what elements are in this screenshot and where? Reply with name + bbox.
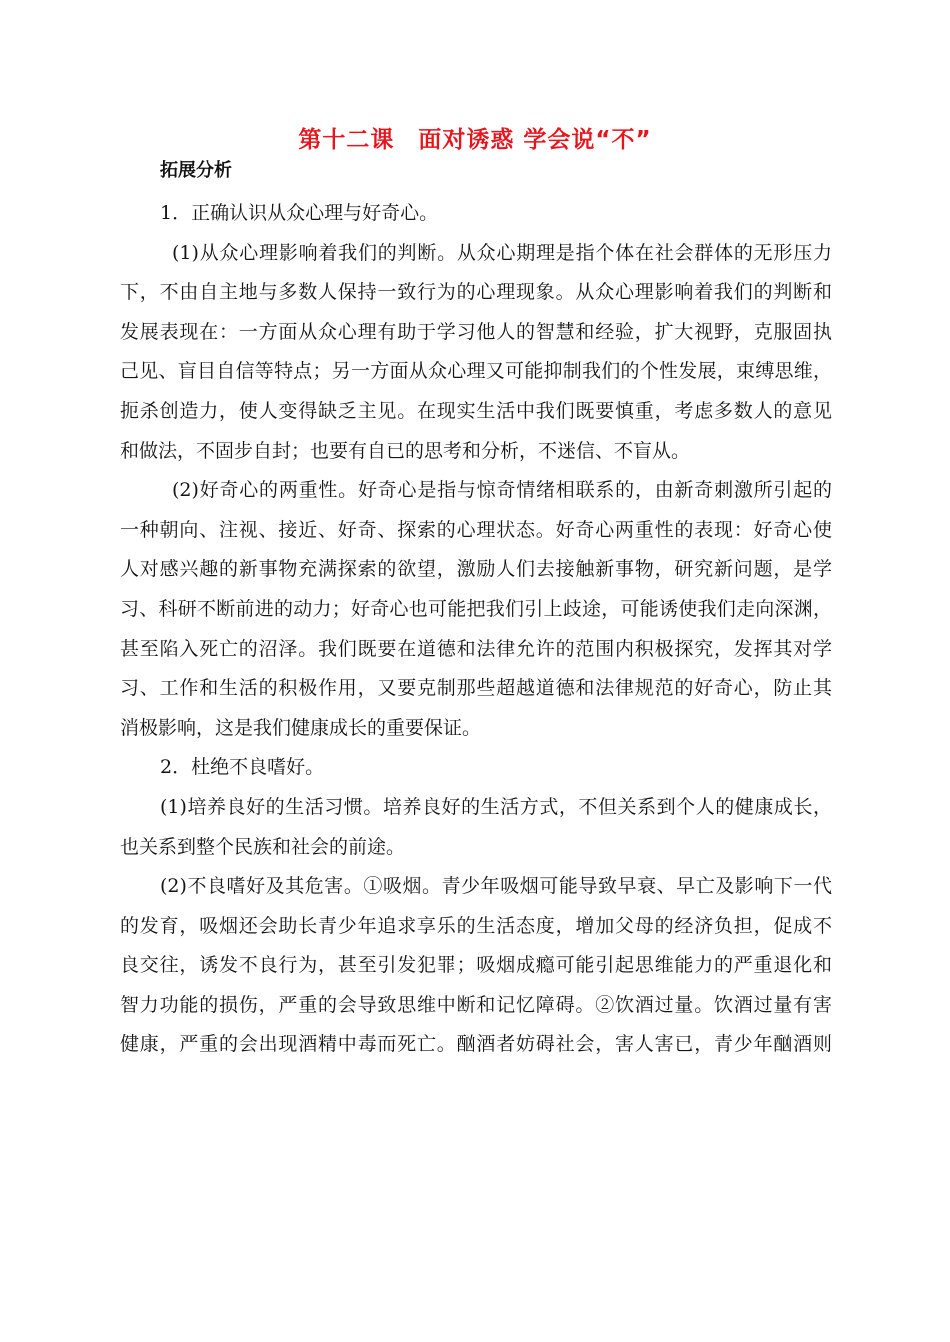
heading-item-1: 1．正确认识从众心理与好奇心。 [160, 202, 439, 224]
paragraph-line: 己见、盲目自信等特点；另一方面从众心理又可能抑制我们的个性发展，束缚思维， [120, 360, 832, 383]
section-heading: 拓展分析 [160, 160, 232, 181]
paragraph-line: 智力功能的损伤，严重的会导致思维中断和记忆障碍。②饮酒过量。饮酒过量有害 [120, 993, 832, 1016]
body-text [120, 194, 832, 1065]
paragraph-line: 扼杀创造力，使人变得缺乏主见。在现实生活中我们既要慎重，考虑多数人的意见 [120, 399, 832, 422]
paragraph-line: (1)培养良好的生活习惯。培养良好的生活方式，不但关系到个人的健康成长， [160, 795, 832, 818]
paragraph-line: (2)不良嗜好及其危害。①吸烟。青少年吸烟可能导致早衰、早亡及影响下一代 [160, 875, 832, 898]
paragraph-line: (1)从众心理影响着我们的判断。从众心期理是指个体在社会群体的无形压力 [172, 241, 832, 264]
paragraph-line: 下，不由自主地与多数人保持一致行为的心理现象。从众心理影响着我们的判断和 [120, 281, 832, 304]
page-title: 第十二课 面对诱惑 学会说“不” [298, 127, 652, 153]
paragraph-line: 健康，严重的会出现酒精中毒而死亡。酗酒者妨碍社会，害人害已，青少年酗酒则 [120, 1033, 832, 1056]
paragraph-line: 良交往，诱发不良行为，甚至引发犯罪；吸烟成瘾可能引起思维能力的严重退化和 [120, 954, 832, 977]
heading-item-2: 2．杜绝不良嗜好。 [160, 756, 325, 779]
paragraph-line: 和做法，不固步自封；也要有自已的思考和分析，不迷信、不盲从。 [120, 439, 691, 462]
paragraph-line: 的发育，吸烟还会助长青少年追求享乐的生活态度，增加父母的经济负担，促成不 [120, 914, 832, 937]
paragraph-line: 习、科研不断前进的动力；好奇心也可能把我们引上歧途，可能诱使我们走向深渊， [120, 597, 832, 620]
paragraph-line: 习、工作和生活的积极作用，又要克制那些超越道德和法律规范的好奇心，防止其 [120, 677, 832, 700]
paragraph-line: 一种朝向、注视、接近、好奇、探索的心理状态。好奇心两重性的表现：好奇心使 [120, 518, 832, 541]
paragraph-line: 甚至陷入死亡的沼泽。我们既要在道德和法律允许的范围内积极探究，发挥其对学 [120, 637, 832, 660]
paragraph-line: (2)好奇心的两重性。好奇心是指与惊奇情绪相联系的，由新奇刺激所引起的 [172, 479, 832, 502]
paragraph-line: 消极影响，这是我们健康成长的重要保证。 [120, 716, 482, 739]
paragraph-line: 也关系到整个民族和社会的前途。 [120, 835, 406, 858]
paragraph-line: 发展表现在：一方面从众心理有助于学习他人的智慧和经验，扩大视野，克服固执 [120, 320, 832, 343]
paragraph-line: 人对感兴趣的新事物充满探索的欲望，激励人们去接触新事物，研究新问题，是学 [120, 558, 832, 581]
